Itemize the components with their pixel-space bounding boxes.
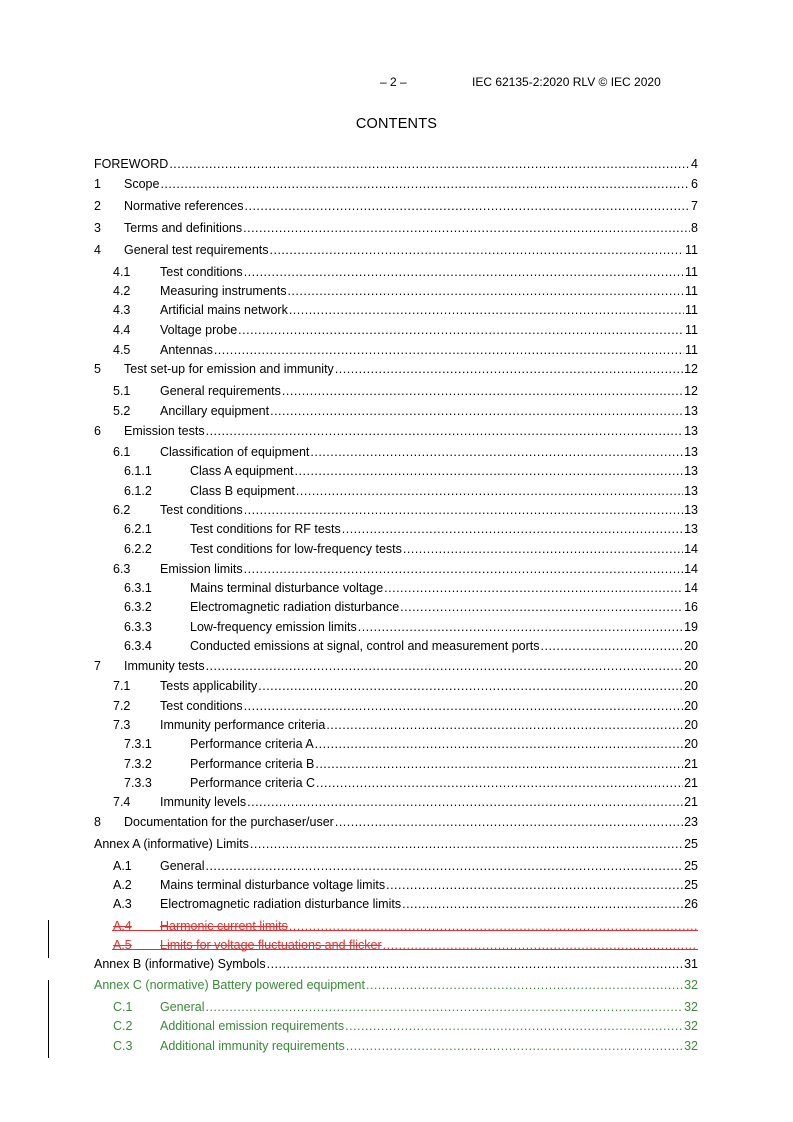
toc-leader-dots (384, 581, 683, 596)
toc-entry-number: 4.1 (113, 265, 131, 279)
toc-entry[interactable] (94, 445, 698, 460)
toc-entry-number: 4.2 (113, 284, 131, 298)
toc-leader-dots (214, 343, 684, 358)
toc-entry[interactable] (94, 157, 698, 172)
toc-entry-page: 12 (684, 362, 698, 376)
toc-entry-title: Annex C (normative) Battery powered equipment (94, 978, 365, 992)
toc-entry-number: 6.1.1 (124, 464, 152, 478)
toc-entry-number: 2 (94, 199, 101, 213)
toc-entry-page: 20 (684, 639, 698, 653)
toc-entry-page: 14 (684, 581, 698, 595)
toc-leader-dots (244, 265, 684, 280)
toc-entry[interactable] (94, 343, 698, 358)
toc-leader-dots (295, 464, 684, 479)
toc-leader-dots (205, 1000, 683, 1015)
toc-entry-title: Voltage probe (160, 323, 238, 337)
page-title: CONTENTS (355, 116, 438, 132)
toc-entry-number: 7 (94, 659, 101, 673)
toc-leader-dots (287, 284, 684, 299)
toc-entry-title: Classification of equipment (160, 445, 310, 459)
toc-leader-dots (258, 679, 683, 694)
toc-entry-number: 4.3 (113, 303, 131, 317)
toc-entry-number: 4.5 (113, 343, 131, 357)
toc-entry-title: Tests applicability (160, 679, 258, 693)
toc-entry-page: 13 (684, 424, 698, 438)
toc-entry-number: 7.1 (113, 679, 131, 693)
toc-entry-title: General requirements (160, 384, 281, 398)
toc-entry-page: 11 (685, 343, 698, 357)
toc-leader-dots (346, 1039, 683, 1054)
toc-leader-dots (169, 157, 690, 172)
toc-entry-title: Additional emission requirements (160, 1019, 345, 1033)
toc-entry-number: 7.3.3 (124, 776, 152, 790)
toc-entry-number: C.3 (113, 1039, 133, 1053)
toc-entry[interactable] (94, 243, 698, 258)
toc-entry-title: Emission tests (124, 424, 205, 438)
toc-entry-page: 11 (685, 303, 698, 317)
toc-leader-dots (270, 404, 683, 419)
toc-leader-dots (315, 757, 683, 772)
toc-leader-dots (245, 199, 691, 214)
toc-entry[interactable] (94, 659, 698, 674)
toc-entry-number: 5.1 (113, 384, 131, 398)
toc-leader-dots (270, 243, 685, 258)
toc-leader-dots (383, 938, 697, 953)
toc-entry[interactable] (94, 384, 698, 399)
toc-leader-dots (244, 503, 683, 518)
toc-entry-title: General (160, 859, 205, 873)
toc-entry-title: Immunity tests (124, 659, 205, 673)
toc-entry-number: 7.3.2 (124, 757, 152, 771)
toc-entry-page: 32 (684, 1039, 698, 1053)
deletion-strike (112, 930, 698, 931)
toc-entry[interactable] (94, 362, 698, 377)
toc-entry-page: 20 (684, 659, 698, 673)
toc-entry[interactable] (94, 737, 698, 752)
toc-entry[interactable] (94, 284, 698, 299)
toc-entry-title: Performance criteria A (190, 737, 314, 751)
toc-entry-title: Performance criteria B (190, 757, 315, 771)
toc-entry-title: Scope (124, 177, 160, 191)
toc-entry-number: 7.2 (113, 699, 131, 713)
toc-entry[interactable] (94, 484, 698, 499)
toc-entry-number: C.1 (113, 1000, 133, 1014)
toc-leader-dots (244, 699, 683, 714)
toc-entry-title: General (160, 1000, 205, 1014)
toc-entry-page: 25 (684, 878, 698, 892)
toc-leader-dots (238, 323, 684, 338)
toc-entry-page: 14 (684, 562, 698, 576)
toc-leader-dots (282, 384, 683, 399)
toc-entry-number: 6.3.4 (124, 639, 152, 653)
toc-entry-title: Emission limits (160, 562, 243, 576)
toc-entry-title: Antennas (160, 343, 213, 357)
toc-entry-title: Conducted emissions at signal, control and measurement ports (190, 639, 540, 653)
toc-leader-dots (250, 837, 683, 852)
toc-entry[interactable] (94, 938, 698, 953)
toc-entry[interactable] (94, 815, 698, 830)
toc-leader-dots (335, 815, 683, 830)
toc-entry-title: Normative references (124, 199, 244, 213)
toc-entry[interactable] (94, 878, 698, 893)
toc-entry-number: 6.2.2 (124, 542, 152, 556)
toc-entry-title: Class A equipment (190, 464, 294, 478)
toc-entry-title: General test requirements (124, 243, 269, 257)
toc-entry[interactable] (94, 199, 698, 214)
toc-entry-page: 19 (684, 620, 698, 634)
toc-entry-number: 6 (94, 424, 101, 438)
toc-entry-page: 32 (684, 978, 698, 992)
toc-entry-page: 13 (684, 404, 698, 418)
toc-leader-dots (310, 445, 683, 460)
toc-entry-title: Mains terminal disturbance voltage limits (160, 878, 386, 892)
toc-entry-page: 32 (684, 1019, 698, 1033)
toc-entry[interactable] (94, 639, 698, 654)
toc-entry-title: Electromagnetic radiation disturbance (190, 600, 400, 614)
toc-entry-number: 6.1.2 (124, 484, 152, 498)
toc-entry-page: 20 (684, 699, 698, 713)
toc-entry-number: A.5 (113, 938, 132, 952)
toc-entry[interactable] (94, 265, 698, 280)
toc-entry-title: Ancillary equipment (160, 404, 270, 418)
toc-entry-number: 5 (94, 362, 101, 376)
toc-entry-number: 8 (94, 815, 101, 829)
toc-entry-title: Limits for voltage fluctuations and flicker (160, 938, 382, 952)
toc-entry-page: 13 (684, 522, 698, 536)
toc-entry-page: 13 (684, 484, 698, 498)
toc-leader-dots (366, 978, 683, 993)
toc-leader-dots (160, 177, 690, 192)
toc-entry-page: 21 (684, 795, 698, 809)
toc-entry[interactable] (94, 837, 698, 852)
toc-entry-title: Class B equipment (190, 484, 295, 498)
toc-entry-page: 4 (691, 157, 698, 171)
toc-entry-number: 3 (94, 221, 101, 235)
toc-entry[interactable] (94, 1019, 698, 1034)
toc-entry[interactable] (94, 957, 698, 972)
toc-entry[interactable] (94, 620, 698, 635)
toc-entry-number: 4.4 (113, 323, 131, 337)
toc-entry-title: Test conditions (160, 699, 243, 713)
toc-entry-page: 13 (684, 503, 698, 517)
toc-entry-page: 23 (684, 815, 698, 829)
toc-entry[interactable] (94, 600, 698, 615)
toc-entry-page: 26 (684, 897, 698, 911)
toc-entry-title: Electromagnetic radiation disturbance limits (160, 897, 402, 911)
toc-entry-number: A.3 (113, 897, 132, 911)
toc-entry-page: 8 (691, 221, 698, 235)
toc-entry[interactable] (94, 323, 698, 338)
toc-entry[interactable] (94, 503, 698, 518)
toc-leader-dots (289, 919, 697, 934)
toc-entry-number: 6.2.1 (124, 522, 152, 536)
toc-entry[interactable] (94, 757, 698, 772)
toc-entry[interactable] (94, 897, 698, 912)
toc-entry-page: 13 (684, 464, 698, 478)
toc-entry-page: 6 (691, 177, 698, 191)
change-bar (48, 980, 49, 1058)
toc-entry[interactable] (94, 464, 698, 479)
toc-entry-number: 7.3.1 (124, 737, 152, 751)
toc-leader-dots (296, 484, 683, 499)
toc-leader-dots (247, 795, 683, 810)
toc-entry[interactable] (94, 562, 698, 577)
toc-entry-number: 6.3.1 (124, 581, 152, 595)
toc-leader-dots (316, 776, 683, 791)
toc-entry-number: 5.2 (113, 404, 131, 418)
toc-entry-page: 11 (685, 323, 698, 337)
toc-entry[interactable] (94, 221, 698, 236)
page-number: – 2 – (380, 75, 407, 89)
toc-entry-page: 32 (684, 1000, 698, 1014)
toc-entry-title: Performance criteria C (190, 776, 316, 790)
toc-leader-dots (244, 562, 683, 577)
toc-entry-page: 25 (684, 859, 698, 873)
toc-leader-dots (243, 221, 690, 236)
toc-entry-title: Test conditions (160, 265, 243, 279)
toc-leader-dots (326, 718, 683, 733)
toc-entry-page: 21 (684, 757, 698, 771)
toc-entry[interactable] (94, 679, 698, 694)
toc-entry[interactable] (94, 581, 698, 596)
toc-entry[interactable] (94, 859, 698, 874)
toc-leader-dots (541, 639, 684, 654)
toc-entry[interactable] (94, 795, 698, 810)
toc-leader-dots (206, 424, 684, 439)
toc-entry-page: 11 (685, 284, 698, 298)
toc-entry-page: 12 (684, 384, 698, 398)
toc-leader-dots (402, 897, 683, 912)
toc-entry[interactable] (94, 303, 698, 318)
toc-entry-title: Additional immunity requirements (160, 1039, 345, 1053)
toc-leader-dots (400, 600, 683, 615)
toc-entry-page: 11 (685, 265, 698, 279)
toc-entry-number: 7.3 (113, 718, 131, 732)
toc-entry[interactable] (94, 1000, 698, 1015)
toc-entry-title: Mains terminal disturbance voltage (190, 581, 384, 595)
toc-entry-title: FOREWORD (94, 157, 169, 171)
toc-entry-title: Test conditions for RF tests (190, 522, 341, 536)
toc-entry[interactable] (94, 776, 698, 791)
toc-entry[interactable] (94, 522, 698, 537)
toc-entry-number: 6.3.3 (124, 620, 152, 634)
toc-entry-page: 16 (684, 600, 698, 614)
toc-entry-page: 25 (684, 837, 698, 851)
toc-entry-title: Annex B (informative) Symbols (94, 957, 266, 971)
toc-entry-page: 20 (684, 737, 698, 751)
toc-leader-dots (386, 878, 683, 893)
toc-entry-number: A.1 (113, 859, 132, 873)
toc-entry[interactable] (94, 542, 698, 557)
toc-entry-number: 6.1 (113, 445, 131, 459)
toc-entry[interactable] (94, 177, 698, 192)
toc-entry-page: 7 (691, 199, 698, 213)
toc-entry-page: 14 (684, 542, 698, 556)
toc-entry-number: 6.3 (113, 562, 131, 576)
toc-leader-dots (289, 303, 684, 318)
toc-entry-page: 20 (684, 679, 698, 693)
toc-entry-number: A.2 (113, 878, 132, 892)
change-bar (48, 920, 49, 958)
toc-leader-dots (345, 1019, 683, 1034)
toc-entry-number: C.2 (113, 1019, 133, 1033)
toc-leader-dots (205, 859, 683, 874)
toc-entry[interactable] (94, 978, 698, 993)
toc-leader-dots (342, 522, 683, 537)
toc-entry[interactable] (94, 699, 698, 714)
toc-entry[interactable] (94, 424, 698, 439)
toc-entry[interactable] (94, 1039, 698, 1054)
toc-entry-page: 13 (684, 445, 698, 459)
toc-entry-number: 4 (94, 243, 101, 257)
toc-entry-number: A.4 (113, 919, 132, 933)
toc-entry-title: Harmonic current limits (160, 919, 288, 933)
toc-leader-dots (267, 957, 684, 972)
toc-leader-dots (403, 542, 683, 557)
toc-entry-number: 6.3.2 (124, 600, 152, 614)
toc-leader-dots (335, 362, 683, 377)
toc-entry-title: Low-frequency emission limits (190, 620, 357, 634)
toc-entry-title: Artificial mains network (160, 303, 288, 317)
toc-leader-dots (206, 659, 684, 674)
toc-entry-title: Measuring instruments (160, 284, 287, 298)
toc-entry-title: Terms and definitions (124, 221, 243, 235)
toc-entry-number: 7.4 (113, 795, 131, 809)
toc-entry-title: Test conditions for low-frequency tests (190, 542, 402, 556)
toc-entry-title: Documentation for the purchaser/user (124, 815, 334, 829)
toc-entry-page: 20 (684, 718, 698, 732)
toc-leader-dots (315, 737, 683, 752)
toc-entry-page: 11 (685, 243, 698, 257)
toc-entry[interactable] (94, 919, 698, 934)
toc-entry-page: 31 (684, 957, 698, 971)
toc-entry[interactable] (94, 718, 698, 733)
toc-entry-number: 6.2 (113, 503, 131, 517)
toc-entry-page: 21 (684, 776, 698, 790)
toc-entry-title: Test conditions (160, 503, 243, 517)
toc-entry-number: 1 (94, 177, 101, 191)
toc-entry[interactable] (94, 404, 698, 419)
toc-entry-title: Immunity levels (160, 795, 247, 809)
toc-entry-title: Test set-up for emission and immunity (124, 362, 334, 376)
toc-entry-title: Annex A (informative) Limits (94, 837, 249, 851)
toc-entry-title: Immunity performance criteria (160, 718, 326, 732)
standard-reference: IEC 62135-2:2020 RLV © IEC 2020 (472, 75, 661, 89)
toc-leader-dots (358, 620, 683, 635)
deletion-strike (112, 949, 698, 950)
